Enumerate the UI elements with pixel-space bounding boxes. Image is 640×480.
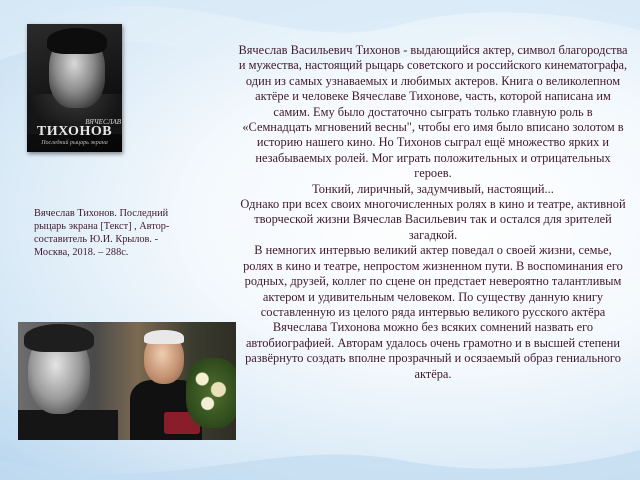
book-cover-hair xyxy=(47,28,107,54)
photo-flower-bouquet xyxy=(186,358,236,428)
description-paragraph-epithets: Тонкий, лиричный, задумчивый, настоящий... xyxy=(312,181,554,196)
book-cover-image xyxy=(27,24,122,152)
actor-photo-collage xyxy=(18,322,236,440)
description-paragraph-mystery: Однако при всех своих многочисленных ролях в кино и театре, активной творческой жизни Вячеслав Васильевич так и остался для зрителей загадкой. xyxy=(240,197,626,242)
description-paragraph-interviews: В немногих интервью великий актер поведал о своей жизни, семье, ролях в кино и театре, непростом жизненном пути. В воспоминания его родных, друзей, коллег по сцене он предстает невероятно талантливым актером и удивительным человеком. По существу данную книгу составленную из целого ряда интервью великого русского актёра Вячеслава Тихонова можно без всяких сомнений назвать его автобиографией. Авторам удалось очень грамотно и в высшей степени развёрнуто создать вполне прозрачный и осязаемый образ гениального актёра. xyxy=(243,243,623,381)
photo-young-actor-suit xyxy=(18,410,118,440)
book-cover-author: ТИХОНОВ xyxy=(36,124,113,139)
book-cover-subtitle: Последний рыцарь экрана xyxy=(41,140,108,146)
book-citation-caption: Вячеслав Тихонов. Последний рыцарь экрана [Текст] , Автор-составитель Ю.И. Крылов. - Москва, 2018. – 288с. xyxy=(34,208,170,258)
book-cover-author-firstname: ВЯЧЕСЛАВ xyxy=(85,118,121,126)
photo-older-actor-hair xyxy=(144,330,184,344)
description-paragraph-intro: Вячеслав Васильевич Тихонов - выдающийся актер, символ благородства и мужества, настоящий рыцарь советского и российского кинематографа, один из самых узнаваемых и любимых актеров. Книга о великолепном актёре и человеке Вячеславе Тихонове, часть, которой написана им самим. Ему было достаточно сыграть только главную роль в «Семнадцать мгновений весны", чтобы его имя было вписано золотом в историю нашего кино. Но Тихонов сыграл ещё множество ярких и незабываемых ролей. Мог играть положительных и отрицательных героев. xyxy=(238,43,628,181)
book-description xyxy=(238,43,628,382)
photo-young-actor-hair xyxy=(24,324,94,352)
